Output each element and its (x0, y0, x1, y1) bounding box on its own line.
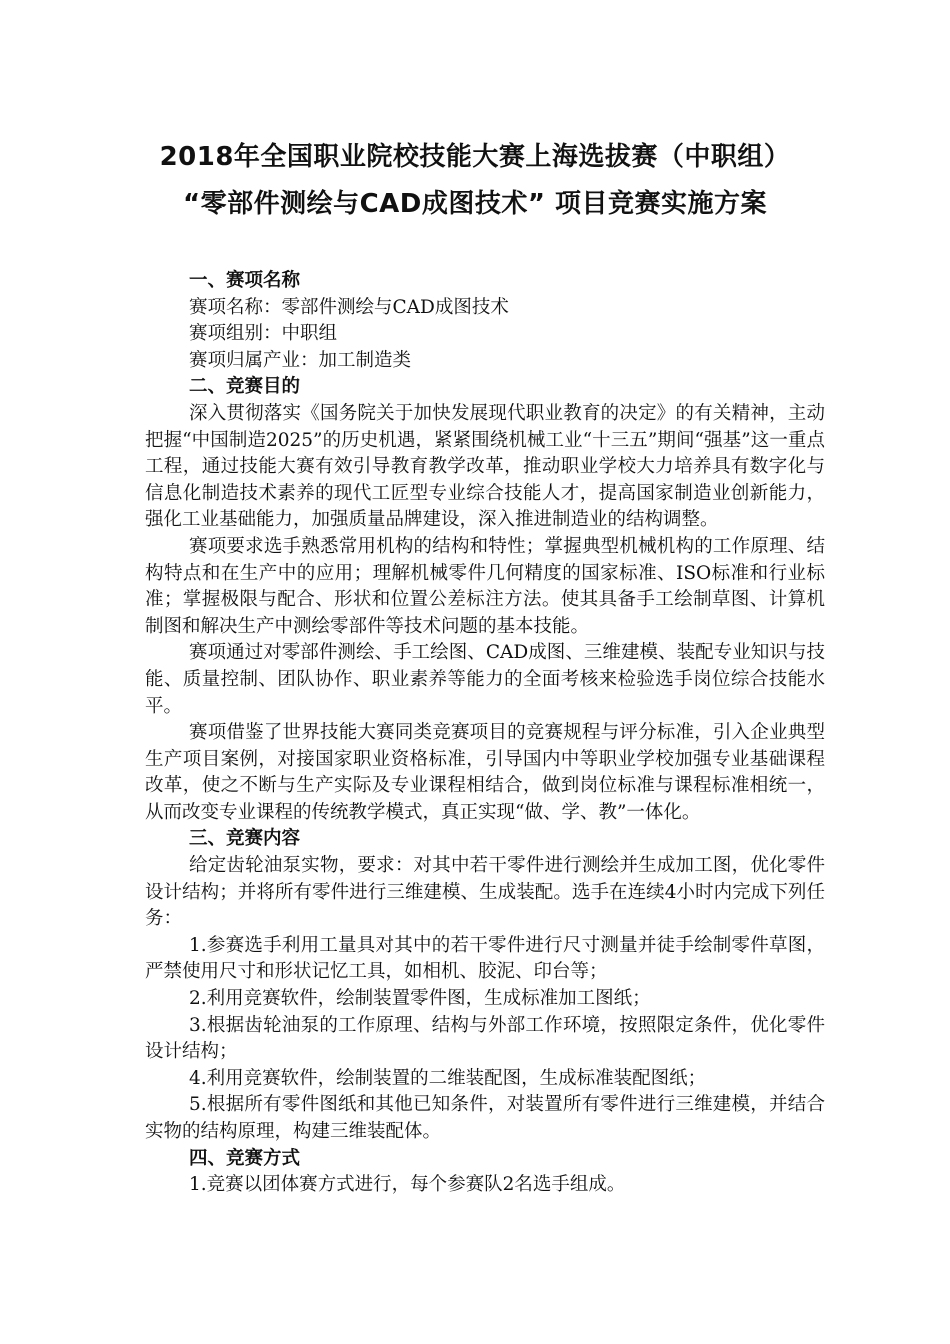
purpose-paragraph-4: 赛项借鉴了世界技能大赛同类竞赛项目的竞赛规程与评分标准，引入企业典型生产项目案例，对接国家职业资格标准，引导国内中等职业学校加强专业基础课程改革，使之不断与生产实际及专业课程相结合，做到岗位标准与课程标准相统一，从而改变专业课程的传统教学模式，真正实现“做、学、教”一体化。 (145, 722, 825, 823)
purpose-paragraph-2: 赛项要求选手熟悉常用机构的结构和特性；掌握典型机械机构的工作原理、结构特点和在生产中的应用；理解机械零件几何精度的国家标准、ISO标准和行业标准；掌握极限与配合、形状和位置公差标注方法。使其具备手工绘制草图、计算机制图和解决生产中测绘零部件等技术问题的基本技能。 (145, 535, 825, 637)
document-title-line1: 2018年全国职业院校技能大赛上海选拔赛（中职组） (159, 142, 791, 172)
task-item-1: 1.参赛选手利用工量具对其中的若干零件进行尺寸测量并徒手绘制零件草图，严禁使用尺寸和形状记忆工具，如相机、胶泥、印台等； (145, 934, 825, 983)
event-name-line: 赛项名称：零部件测绘与CAD成图技术 (189, 296, 509, 318)
task-item-5: 5.根据所有零件图纸和其他已知条件，对装置所有零件进行三维建模，并结合实物的结构原理，构建三维装配体。 (145, 1094, 825, 1142)
purpose-paragraph-1: 深入贯彻落实《国务院关于加快发展现代职业教育的决定》的有关精神，主动把握“中国制造2025”的历史机遇，紧紧围绕机械工业“十三五”期间“强基”这一重点工程，通过技能大赛有效引导教育教学改革，推动职业学校大力培养具有数字化与信息化制造技术素养的现代工匠型专业综合技能人才，提高国家制造业创新能力，强化工业基础能力，加强质量品牌建设，深入推进制造业的结构调整。 (145, 402, 825, 531)
document-title-line2: “零部件测绘与CAD成图技术” 项目竞赛实施方案 (182, 189, 767, 219)
event-group-line: 赛项组别：中职组 (189, 323, 338, 345)
section-heading-1: 一、赛项名称 (189, 270, 301, 291)
section-heading-2: 二、竞赛目的 (189, 376, 301, 398)
purpose-paragraph-3: 赛项通过对零部件测绘、手工绘图、CAD成图、三维建模、装配专业知识与技能、质量控制、团队协作、职业素养等能力的全面考核来检验选手岗位综合技能水平。 (145, 642, 825, 717)
content-intro: 给定齿轮油泵实物，要求：对其中若干零件进行测绘并生成加工图，优化零件设计结构；并将所有零件进行三维建模、生成装配。选手在连续4小时内完成下列任务： (145, 855, 825, 930)
task-item-2: 2.利用竞赛软件，绘制装置零件图，生成标准加工图纸； (189, 988, 651, 1010)
format-item-1: 1.竞赛以团体赛方式进行，每个参赛队2名选手组成。 (189, 1174, 626, 1196)
document-body (145, 268, 825, 1199)
section-heading-4: 四、竞赛方式 (189, 1147, 301, 1169)
task-item-4: 4.利用竞赛软件，绘制装置的二维装配图，生成标准装配图纸； (189, 1067, 707, 1089)
event-industry-line: 赛项归属产业：加工制造类 (189, 349, 412, 371)
section-heading-3: 三、竞赛内容 (189, 828, 301, 850)
task-item-3: 3.根据齿轮油泵的工作原理、结构与外部工作环境，按照限定条件，优化零件设计结构； (145, 1014, 825, 1063)
